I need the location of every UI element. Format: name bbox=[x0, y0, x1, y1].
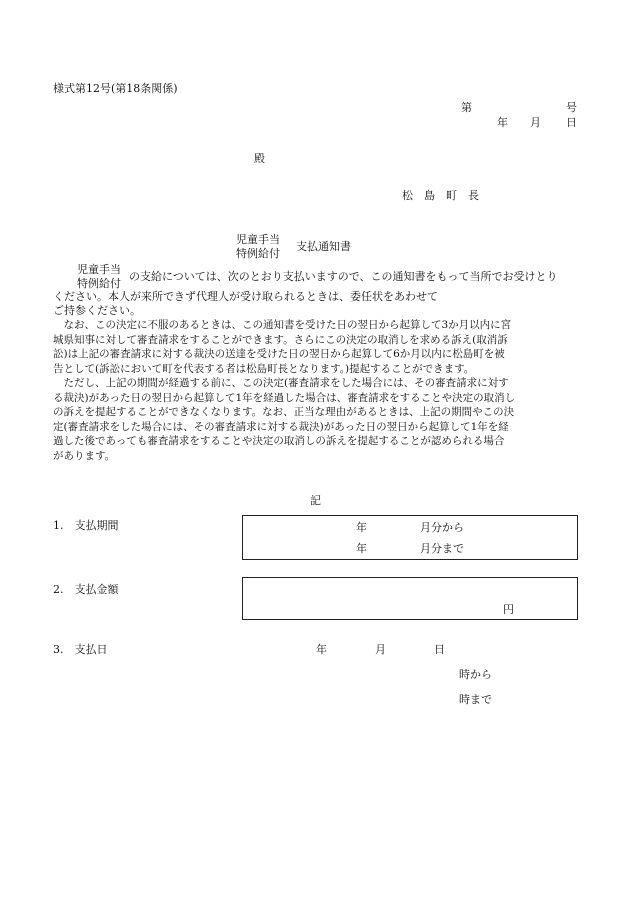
payday-from-time: 時から bbox=[459, 668, 492, 681]
payday-to-time: 時まで bbox=[459, 693, 492, 706]
header-date-hi: 日 bbox=[566, 116, 577, 129]
title-main: 支払通知書 bbox=[296, 240, 351, 253]
p2-line: なお、この決定に不服のあるときは、この通知書を受けた日の翌日から起算して3か月以内に宮 bbox=[53, 319, 512, 331]
p3-line: があります。 bbox=[53, 449, 116, 462]
body-lead-rest: の支給については、次のとおり支払いますので、この通知書をもって当所でお受けとり bbox=[129, 270, 558, 283]
header-number-go: 号 bbox=[566, 101, 577, 114]
body-p1-line2: ください。本人が来所できず代理人が受け取られるときは、委任状をあわせて bbox=[53, 290, 438, 303]
ki-heading: 記 bbox=[310, 494, 321, 507]
payday-tsuki: 月 bbox=[375, 643, 386, 656]
body-p1-line3: ご持参ください。 bbox=[53, 304, 141, 317]
issuer: 松 島 町 長 bbox=[402, 189, 479, 202]
body-paragraph-2 bbox=[53, 318, 579, 376]
item3-label: 3. 支払日 bbox=[53, 643, 108, 656]
header-number-dai: 第 bbox=[461, 101, 472, 114]
body-paragraph-3 bbox=[53, 376, 579, 464]
p3-line: 定(審査請求をした場合には、その審査請求に対する裁決)があった日の翌日から起算して1年を経 bbox=[53, 420, 509, 433]
period-from-tail: 月分から bbox=[420, 521, 464, 534]
title-option-1: 児童手当 bbox=[236, 233, 280, 246]
title-option-2: 特例給付 bbox=[236, 247, 280, 260]
p3-line: る裁決)があった日の翌日から起算して1年を経過した場合は、審査請求をすることや決定の取消し bbox=[53, 391, 516, 404]
addressee-suffix: 殿 bbox=[254, 152, 265, 165]
form-id: 様式第12号(第18条関係) bbox=[53, 82, 178, 95]
period-from-nen: 年 bbox=[356, 521, 367, 534]
item1-label: 1. 支払期間 bbox=[53, 519, 119, 532]
header-date-nen: 年 bbox=[497, 116, 508, 129]
p2-line: 告として(訴訟において町を代表する者は松島町長となります。)提起することができます。 bbox=[53, 362, 475, 375]
body-option-2: 特例給付 bbox=[77, 277, 121, 290]
payday-nen: 年 bbox=[316, 643, 327, 656]
period-to-nen: 年 bbox=[356, 542, 367, 555]
p3-line: ただし、上記の期間が経過する前に、この決定(審査請求をした場合には、その審査請求に対す bbox=[53, 377, 509, 389]
p3-line: 過した後であっても審査請求をすることや決定の取消しの訴えを提起することが認められる場合 bbox=[53, 435, 505, 448]
p2-line: 訟)は上記の審査請求に対する裁決の送達を受けた日の翌日から起算して6か月以内に松島町を被 bbox=[53, 348, 505, 361]
body-option-1: 児童手当 bbox=[77, 263, 121, 276]
header-date-tsuki: 月 bbox=[530, 116, 541, 129]
payday-hi: 日 bbox=[434, 643, 445, 656]
payment-amount-box bbox=[242, 577, 578, 620]
period-to-tail: 月分まで bbox=[420, 542, 464, 555]
amount-yen: 円 bbox=[503, 603, 514, 616]
p3-line: の訴えを提起することができなくなります。なお、正当な理由があるときは、上記の期間やこの決 bbox=[53, 406, 515, 419]
payment-period-box bbox=[242, 515, 578, 560]
item2-label: 2. 支払金額 bbox=[53, 583, 119, 596]
p2-line: 城県知事に対して審査請求をすることができます。さらにこの決定の取消しを求める訴え(取消訴 bbox=[53, 333, 508, 346]
